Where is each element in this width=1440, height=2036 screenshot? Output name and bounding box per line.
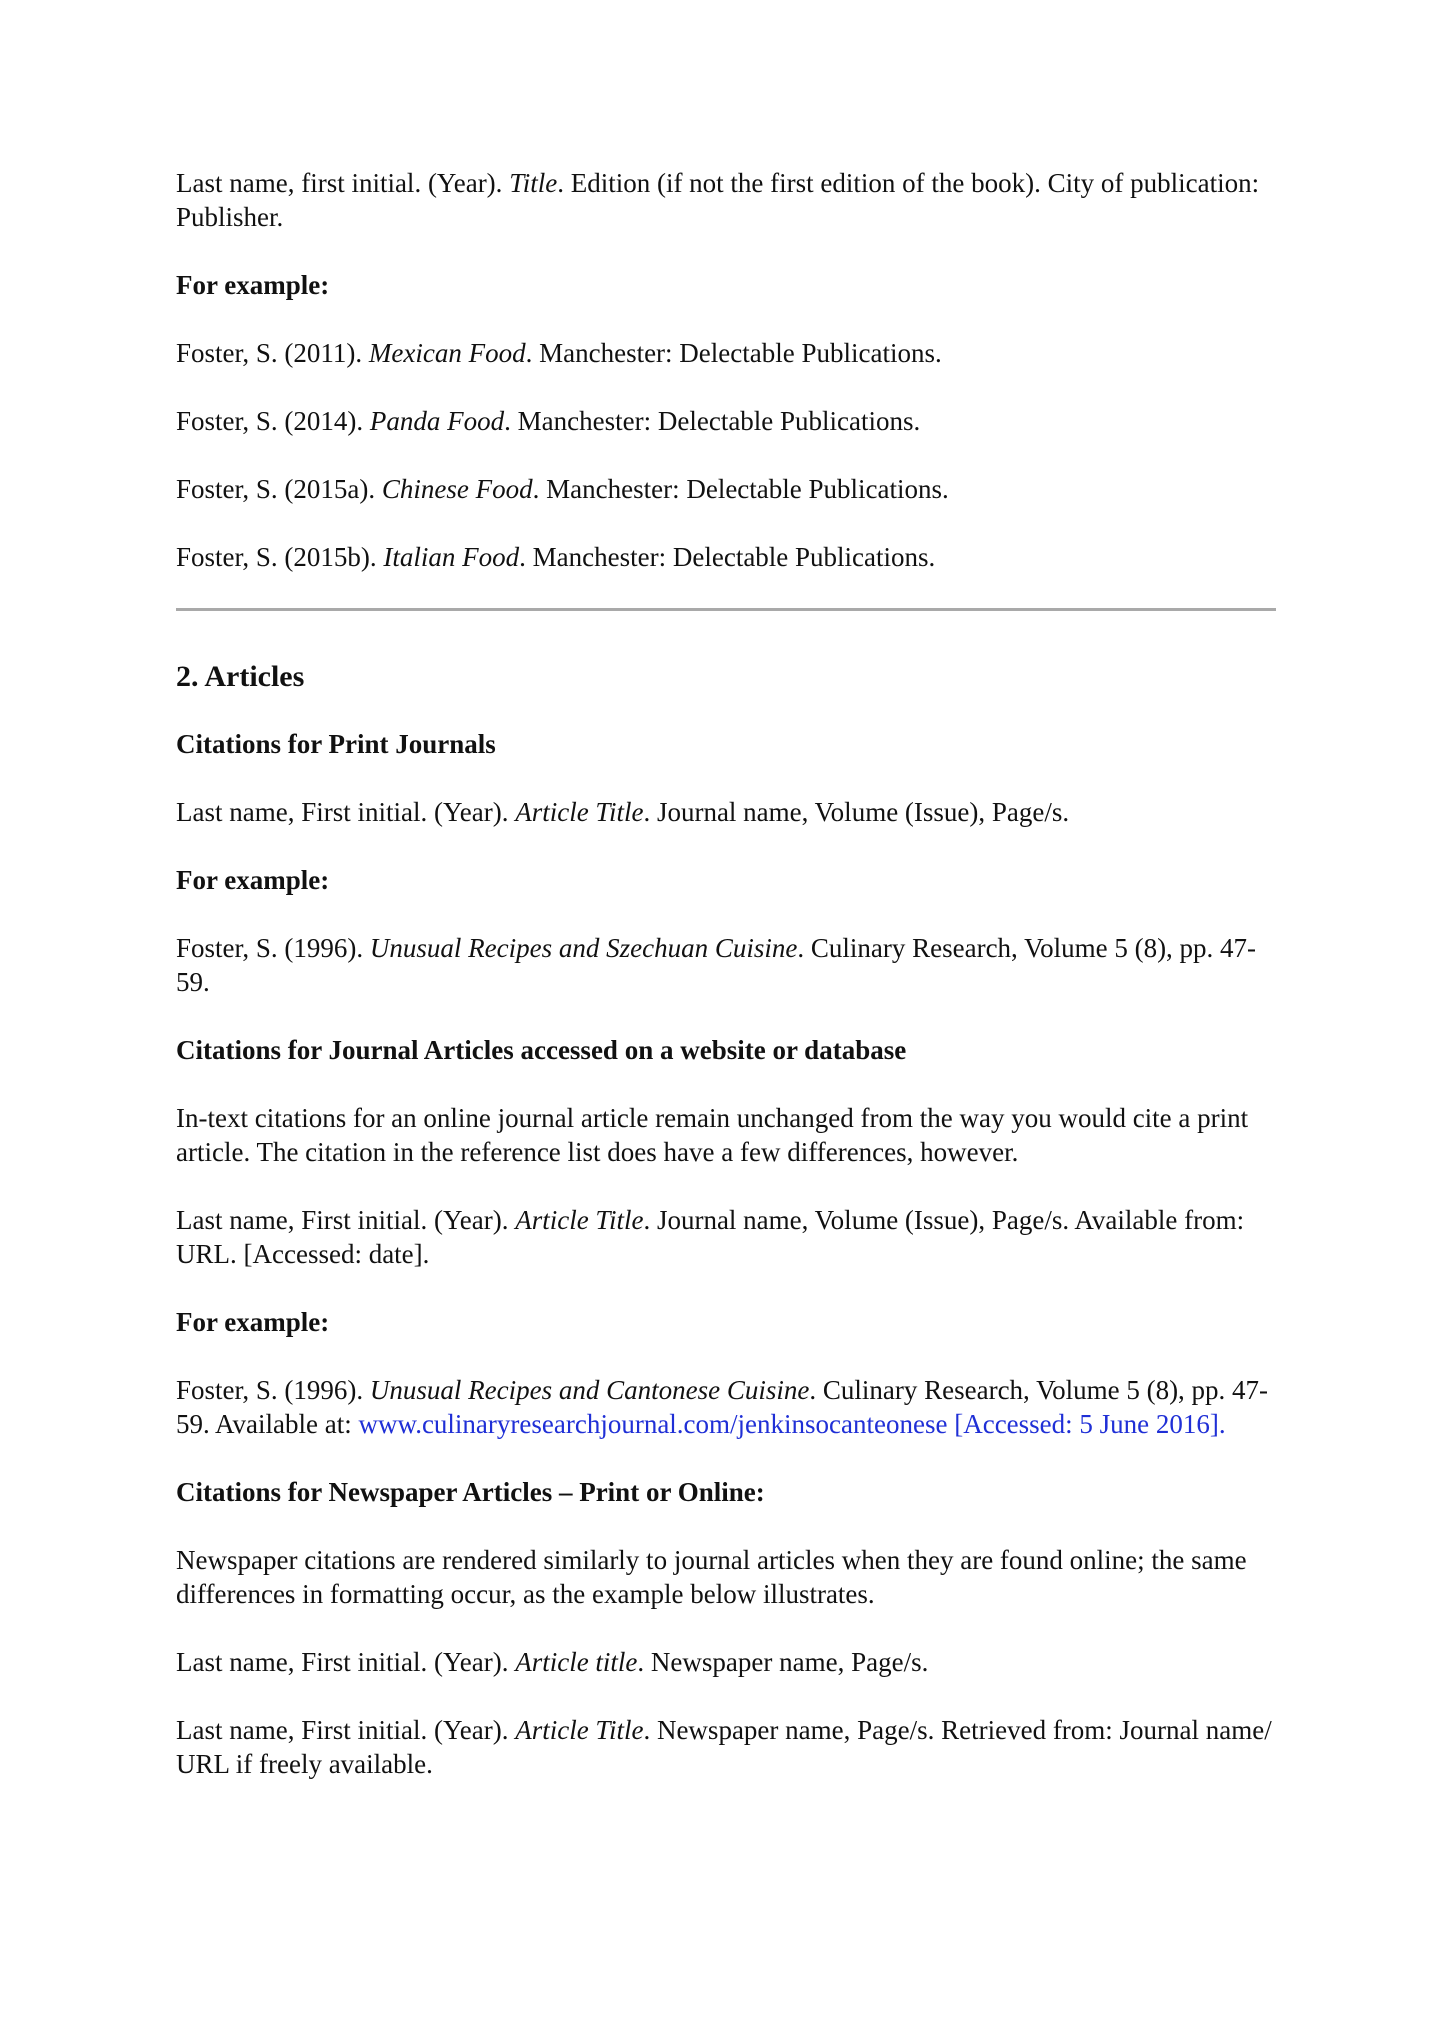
book-example-1: Foster, S. (2011). Mexican Food. Manchester: Delectable Publications. xyxy=(176,338,942,368)
online-journals-heading: Citations for Journal Articles accessed on a website or database xyxy=(176,1035,907,1065)
section-divider xyxy=(176,608,1276,611)
book-example-4: Foster, S. (2015b). Italian Food. Manchester: Delectable Publications. xyxy=(176,542,936,572)
journal-url-link[interactable]: www.culinaryresearchjournal.com/jenkinsocanteonese [Accessed: 5 June 2016]. xyxy=(358,1409,1226,1439)
document-page xyxy=(176,166,1276,1815)
book-example-label: For example: xyxy=(176,270,330,300)
book-example-3: Foster, S. (2015a). Chinese Food. Manchester: Delectable Publications. xyxy=(176,474,949,504)
newspapers-heading: Citations for Newspaper Articles – Print or Online: xyxy=(176,1477,765,1507)
print-journal-format: Last name, First initial. (Year). Article Title. Journal name, Volume (Issue), Page/s. xyxy=(176,797,1070,827)
book-citation-format: Last name, first initial. (Year). Title. Edition (if not the first edition of the book). City of publication: Publisher. xyxy=(176,168,1260,232)
online-journal-example: Foster, S. (1996). Unusual Recipes and Cantonese Cuisine. Culinary Research, Volume 5 (8), pp. 47-59. Available at: www.culinaryresearchjournal.com/jenkinsocanteonese [Accessed: 5 June 2016]. xyxy=(176,1375,1269,1439)
newspapers-intro: Newspaper citations are rendered similarly to journal articles when they are found online; the same differences in formatting occur, as the example below illustrates. xyxy=(176,1545,1247,1609)
print-journal-example-label: For example: xyxy=(176,865,330,895)
newspaper-format-print: Last name, First initial. (Year). Article title. Newspaper name, Page/s. xyxy=(176,1647,929,1677)
newspaper-format-online: Last name, First initial. (Year). Article Title. Newspaper name, Page/s. Retrieved from: Journal name/ URL if freely available. xyxy=(176,1715,1272,1779)
section-title-articles: 2. Articles xyxy=(176,660,305,693)
online-journal-format: Last name, First initial. (Year). Article Title. Journal name, Volume (Issue), Page/s. Available from: URL. [Accessed: date]. xyxy=(176,1205,1245,1269)
book-title-placeholder: Title xyxy=(509,168,558,198)
online-journal-example-label: For example: xyxy=(176,1307,330,1337)
book-example-2: Foster, S. (2014). Panda Food. Manchester: Delectable Publications. xyxy=(176,406,921,436)
online-journals-intro: In-text citations for an online journal article remain unchanged from the way you would cite a print article. The citation in the reference list does have a few differences, however. xyxy=(176,1103,1249,1167)
print-journal-example: Foster, S. (1996). Unusual Recipes and Szechuan Cuisine. Culinary Research, Volume 5 (8), pp. 47-59. xyxy=(176,933,1257,997)
print-journals-heading: Citations for Print Journals xyxy=(176,729,496,759)
